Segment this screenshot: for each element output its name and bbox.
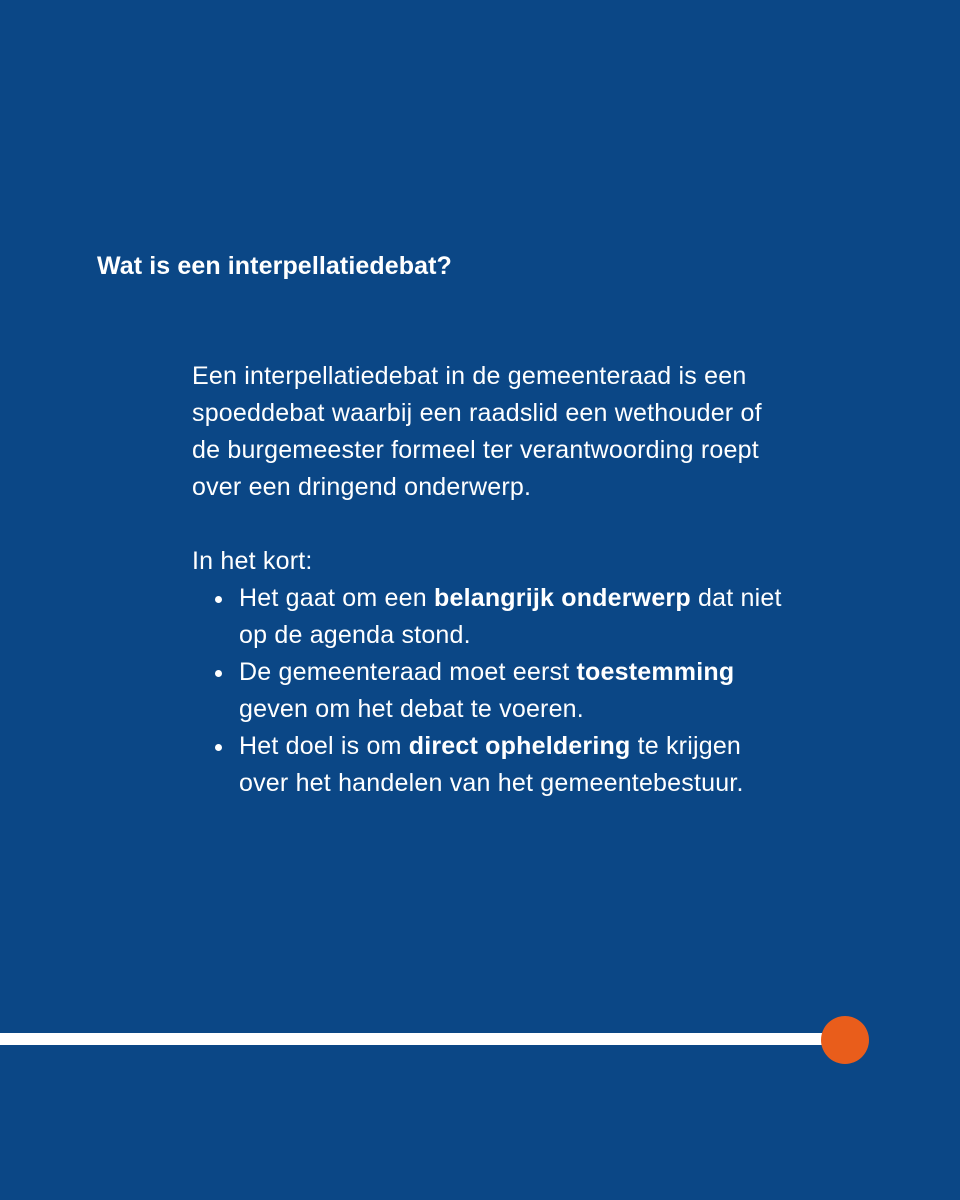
bullet-text: De gemeenteraad moet eerst bbox=[239, 658, 577, 686]
bullet-emphasis: toestemming bbox=[576, 658, 735, 686]
intro-line: Een interpellatiedebat in de gemeenteraad is een bbox=[192, 362, 747, 390]
body-text-block bbox=[192, 358, 892, 802]
intro-paragraph bbox=[192, 358, 872, 506]
bullet-line: op de agenda stond. bbox=[239, 621, 471, 649]
bullet-item bbox=[192, 728, 892, 802]
bullet-dot-icon bbox=[215, 744, 222, 751]
intro-line: de burgemeester formeel ter verantwoording roept bbox=[192, 436, 759, 464]
progress-track bbox=[0, 1033, 835, 1045]
bullet-text: dat niet bbox=[690, 584, 782, 612]
bullet-emphasis: direct opheldering bbox=[408, 732, 631, 760]
bullet-line: over het handelen van het gemeentebestuur. bbox=[239, 769, 744, 797]
bullet-item bbox=[192, 654, 892, 728]
bullet-line: geven om het debat te voeren. bbox=[239, 695, 584, 723]
bullet-text: Het doel is om bbox=[239, 732, 409, 760]
intro-line: over een dringend onderwerp. bbox=[192, 473, 532, 501]
bullet-line bbox=[239, 728, 892, 765]
bullet-item bbox=[192, 580, 892, 654]
summary-label: In het kort: bbox=[192, 547, 313, 575]
bullet-list bbox=[192, 580, 892, 802]
bullet-line bbox=[239, 580, 892, 617]
slide-heading: Wat is een interpellatiedebat? bbox=[97, 252, 452, 280]
bullet-dot-icon bbox=[215, 596, 222, 603]
bullet-text: Het gaat om een bbox=[239, 584, 434, 612]
bullet-text: te krijgen bbox=[630, 732, 742, 760]
bullet-dot-icon bbox=[215, 670, 222, 677]
bullet-line bbox=[239, 654, 892, 691]
progress-knob bbox=[821, 1016, 869, 1064]
intro-line: spoeddebat waarbij een raadslid een wethouder of bbox=[192, 399, 762, 427]
bullet-emphasis: belangrijk onderwerp bbox=[434, 584, 691, 612]
